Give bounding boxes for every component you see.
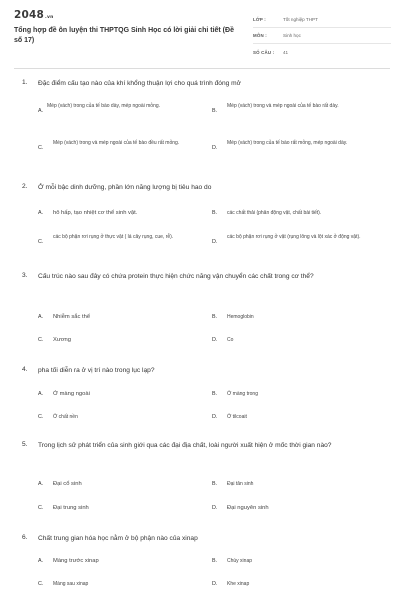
option-text: Đại cổ sinh xyxy=(53,481,82,487)
option-text: hô hấp, tạo nhiệt cơ thể sinh vật. xyxy=(53,210,138,216)
option-letter: A. xyxy=(38,391,44,397)
option-text: Khe xinap xyxy=(227,581,250,587)
option-letter: B. xyxy=(212,481,218,487)
option-text: Nhiễm sắc thể xyxy=(53,314,91,320)
option-letter: D. xyxy=(212,239,218,245)
meta-value: Sinh học xyxy=(283,33,301,38)
option-letter: C. xyxy=(38,145,44,151)
question-text: Trong lịch sử phát triển của sinh giới qua các đại địa chất, loài người xuất hiện ở mốc thời gian nào? xyxy=(38,442,332,449)
question-number: 6. xyxy=(22,534,28,541)
option-text: các chất thải (phân động vật, chất bài tiết). xyxy=(227,210,322,216)
option-letter: B. xyxy=(212,391,218,397)
meta-row-class xyxy=(253,12,391,28)
option-letter: A. xyxy=(38,108,44,114)
option-text: Ở chất nền xyxy=(53,414,78,420)
meta-label: SỐ CÂU : xyxy=(253,49,275,55)
question-text: Chất trung gian hóa học nằm ở bộ phận nào của xinap xyxy=(38,535,198,542)
option-letter: D. xyxy=(212,145,218,151)
option-text: Mép (vách) trong của tế bào dày, mép ngoài mỏng. xyxy=(47,103,161,109)
option-text: Đại tân sinh xyxy=(227,481,254,487)
option-text: Màng sau xinap xyxy=(53,581,89,587)
option-letter: A. xyxy=(38,314,44,320)
question-text: pha tối diễn ra ở vị trí nào trong lục lạp? xyxy=(38,367,155,374)
logo-main: 2048 xyxy=(14,9,45,21)
option-letter: A. xyxy=(38,558,44,564)
option-text: các bộ phận rơi rụng ở thực vật ( lá cây rụng, cue, rễ). xyxy=(53,234,174,240)
option-text: Mép (vách) trong và mép ngoài của tế bào rất dày. xyxy=(227,103,339,109)
option-text: Mép (vách) trong của tế bào rất mỏng, mép ngoài dày. xyxy=(227,140,348,146)
option-text: Co xyxy=(227,337,234,343)
option-text: Mép (vách) trong và mép ngoài của tế bào đều rất mỏng. xyxy=(53,140,180,146)
option-text: Đại trung sinh xyxy=(53,505,89,511)
option-text: các bộ phận rơi rụng ở vật (rụng lông và lột xác ở động vật). xyxy=(227,234,361,240)
question-text: Đặc điểm cấu tạo nào của khí khổng thuận lợi cho quá trình đóng mở xyxy=(38,80,241,87)
question-number: 3. xyxy=(22,272,28,279)
option-text: Ở màng trong xyxy=(227,391,258,397)
option-letter: C. xyxy=(38,239,44,245)
document-meta xyxy=(253,12,391,60)
question-number: 4. xyxy=(22,366,28,373)
question-number: 5. xyxy=(22,441,28,448)
option-letter: C. xyxy=(38,337,44,343)
option-letter: C. xyxy=(38,414,44,420)
option-text: Màng trước xinap xyxy=(53,558,99,564)
option-text: Hemoglobin xyxy=(227,314,254,320)
option-letter: C. xyxy=(38,505,44,511)
option-letter: D. xyxy=(212,581,218,587)
document-title: Tổng hợp đề ôn luyện thi THPTQG Sinh Học có lời giải chi tiết (Đề số 17) xyxy=(14,27,234,44)
option-letter: C. xyxy=(38,581,44,587)
option-text: Chùy xinap xyxy=(227,558,253,564)
header-divider xyxy=(14,68,390,69)
question-text: Cấu trúc nào sau đây có chứa protein thực hiện chức năng vận chuyển các chất trong cơ thể? xyxy=(38,273,314,280)
meta-row-subject xyxy=(253,28,391,44)
option-letter: D. xyxy=(212,337,218,343)
option-letter: B. xyxy=(212,108,218,114)
question-number: 2. xyxy=(22,183,28,190)
meta-row-count xyxy=(253,44,391,60)
option-letter: B. xyxy=(212,210,218,216)
option-letter: A. xyxy=(38,210,44,216)
option-text: Ở tilcoait xyxy=(227,414,247,420)
logo-suffix: .vn xyxy=(45,15,54,20)
option-letter: B. xyxy=(212,314,218,320)
option-text: Đại nguyên sinh xyxy=(227,505,269,511)
meta-label: MÔN : xyxy=(253,33,267,38)
meta-value: Tốt nghiệp THPT xyxy=(283,17,318,22)
meta-label: LỚP : xyxy=(253,17,266,22)
option-text: Xương xyxy=(53,337,71,343)
option-letter: D. xyxy=(212,414,218,420)
option-letter: D. xyxy=(212,505,218,511)
option-text: Ở màng ngoài xyxy=(53,391,90,397)
site-logo[interactable] xyxy=(14,9,53,21)
meta-value: 41 xyxy=(283,49,289,55)
option-letter: A. xyxy=(38,481,44,487)
question-number: 1. xyxy=(22,79,28,86)
question-text: Ở mỗi bậc dinh dưỡng, phần lớn năng lượng bị tiêu hao do xyxy=(38,184,212,191)
option-letter: B. xyxy=(212,558,218,564)
